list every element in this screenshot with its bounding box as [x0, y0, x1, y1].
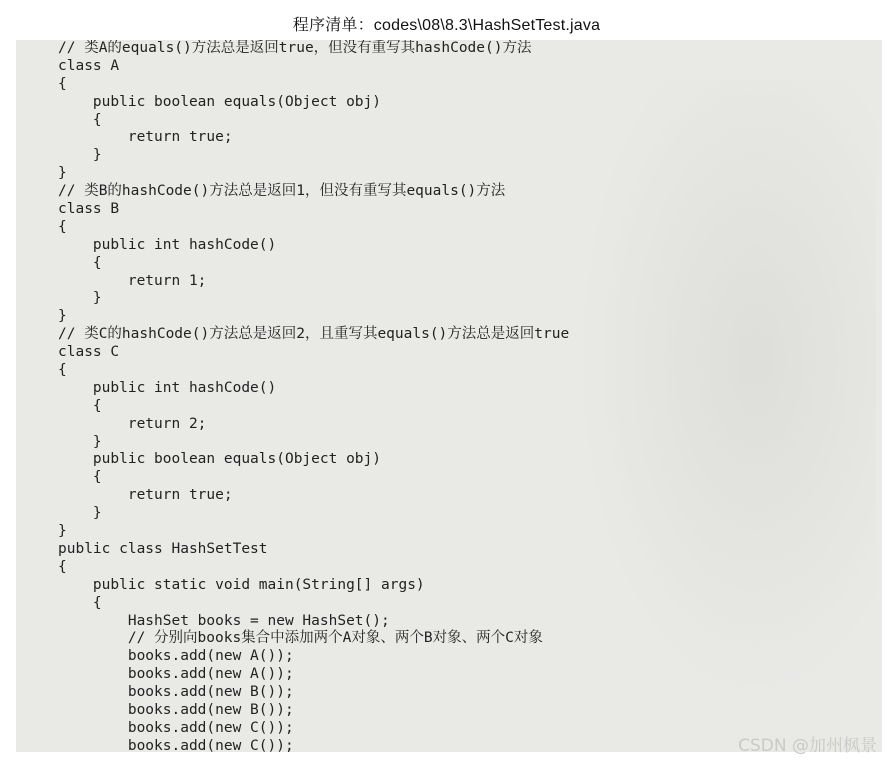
code-line: public int hashCode() [58, 236, 277, 253]
code-line: return true; [58, 129, 233, 146]
code-line: public class HashSetTest [58, 540, 268, 557]
code-line: public boolean equals(Object obj) [58, 451, 382, 468]
code-line: { [58, 362, 67, 379]
code-line: } [58, 165, 67, 182]
code-line: class A [58, 57, 120, 74]
code-line: return 1; [58, 272, 207, 289]
code-line: public int hashCode() [58, 379, 277, 396]
code-line: books.add(new A()); [58, 666, 294, 683]
code-line: class B [58, 201, 120, 218]
code-line: HashSet books = new HashSet(); [58, 612, 390, 629]
code-line: { [58, 75, 67, 92]
code-line: // 类B的hashCode()方法总是返回1，但没有重写其equals()方法 [58, 183, 506, 200]
listing-caption: 程序清单：codes\08\8.3\HashSetTest.java [292, 17, 601, 34]
code-line: } [58, 523, 67, 540]
code-line: class C [58, 344, 120, 361]
code-listing-panel [16, 40, 882, 752]
code-line: { [58, 558, 67, 575]
code-line: return 2; [58, 415, 207, 432]
code-line: books.add(new C()); [58, 737, 294, 752]
code-line: { [58, 397, 102, 414]
code-line: books.add(new C()); [58, 719, 294, 736]
code-line: } [58, 147, 102, 164]
code-line: } [58, 505, 102, 522]
code-line: { [58, 469, 102, 486]
code-line: { [58, 254, 102, 271]
code-line: // 分别向books集合中添加两个A对象、两个B对象、两个C对象 [58, 630, 543, 647]
code-line: { [58, 594, 102, 611]
code-line: public static void main(String[] args) [58, 576, 425, 593]
code-line: { [58, 111, 102, 128]
code-line: } [58, 290, 102, 307]
code-line: return true; [58, 487, 233, 504]
code-line: books.add(new B()); [58, 701, 294, 718]
code-line: books.add(new B()); [58, 684, 294, 701]
code-line: } [58, 308, 67, 325]
code-line: { [58, 218, 67, 235]
code-line: // 类A的equals()方法总是返回true，但没有重写其hashCode()方法 [58, 40, 532, 56]
code-block [58, 40, 569, 752]
code-line: public boolean equals(Object obj) [58, 93, 382, 110]
code-line: // 类C的hashCode()方法总是返回2，且重写其equals()方法总是返回true [58, 326, 570, 343]
watermark: CSDN @加州枫景 [738, 736, 877, 756]
code-line: } [58, 433, 102, 450]
code-line: books.add(new A()); [58, 648, 294, 665]
